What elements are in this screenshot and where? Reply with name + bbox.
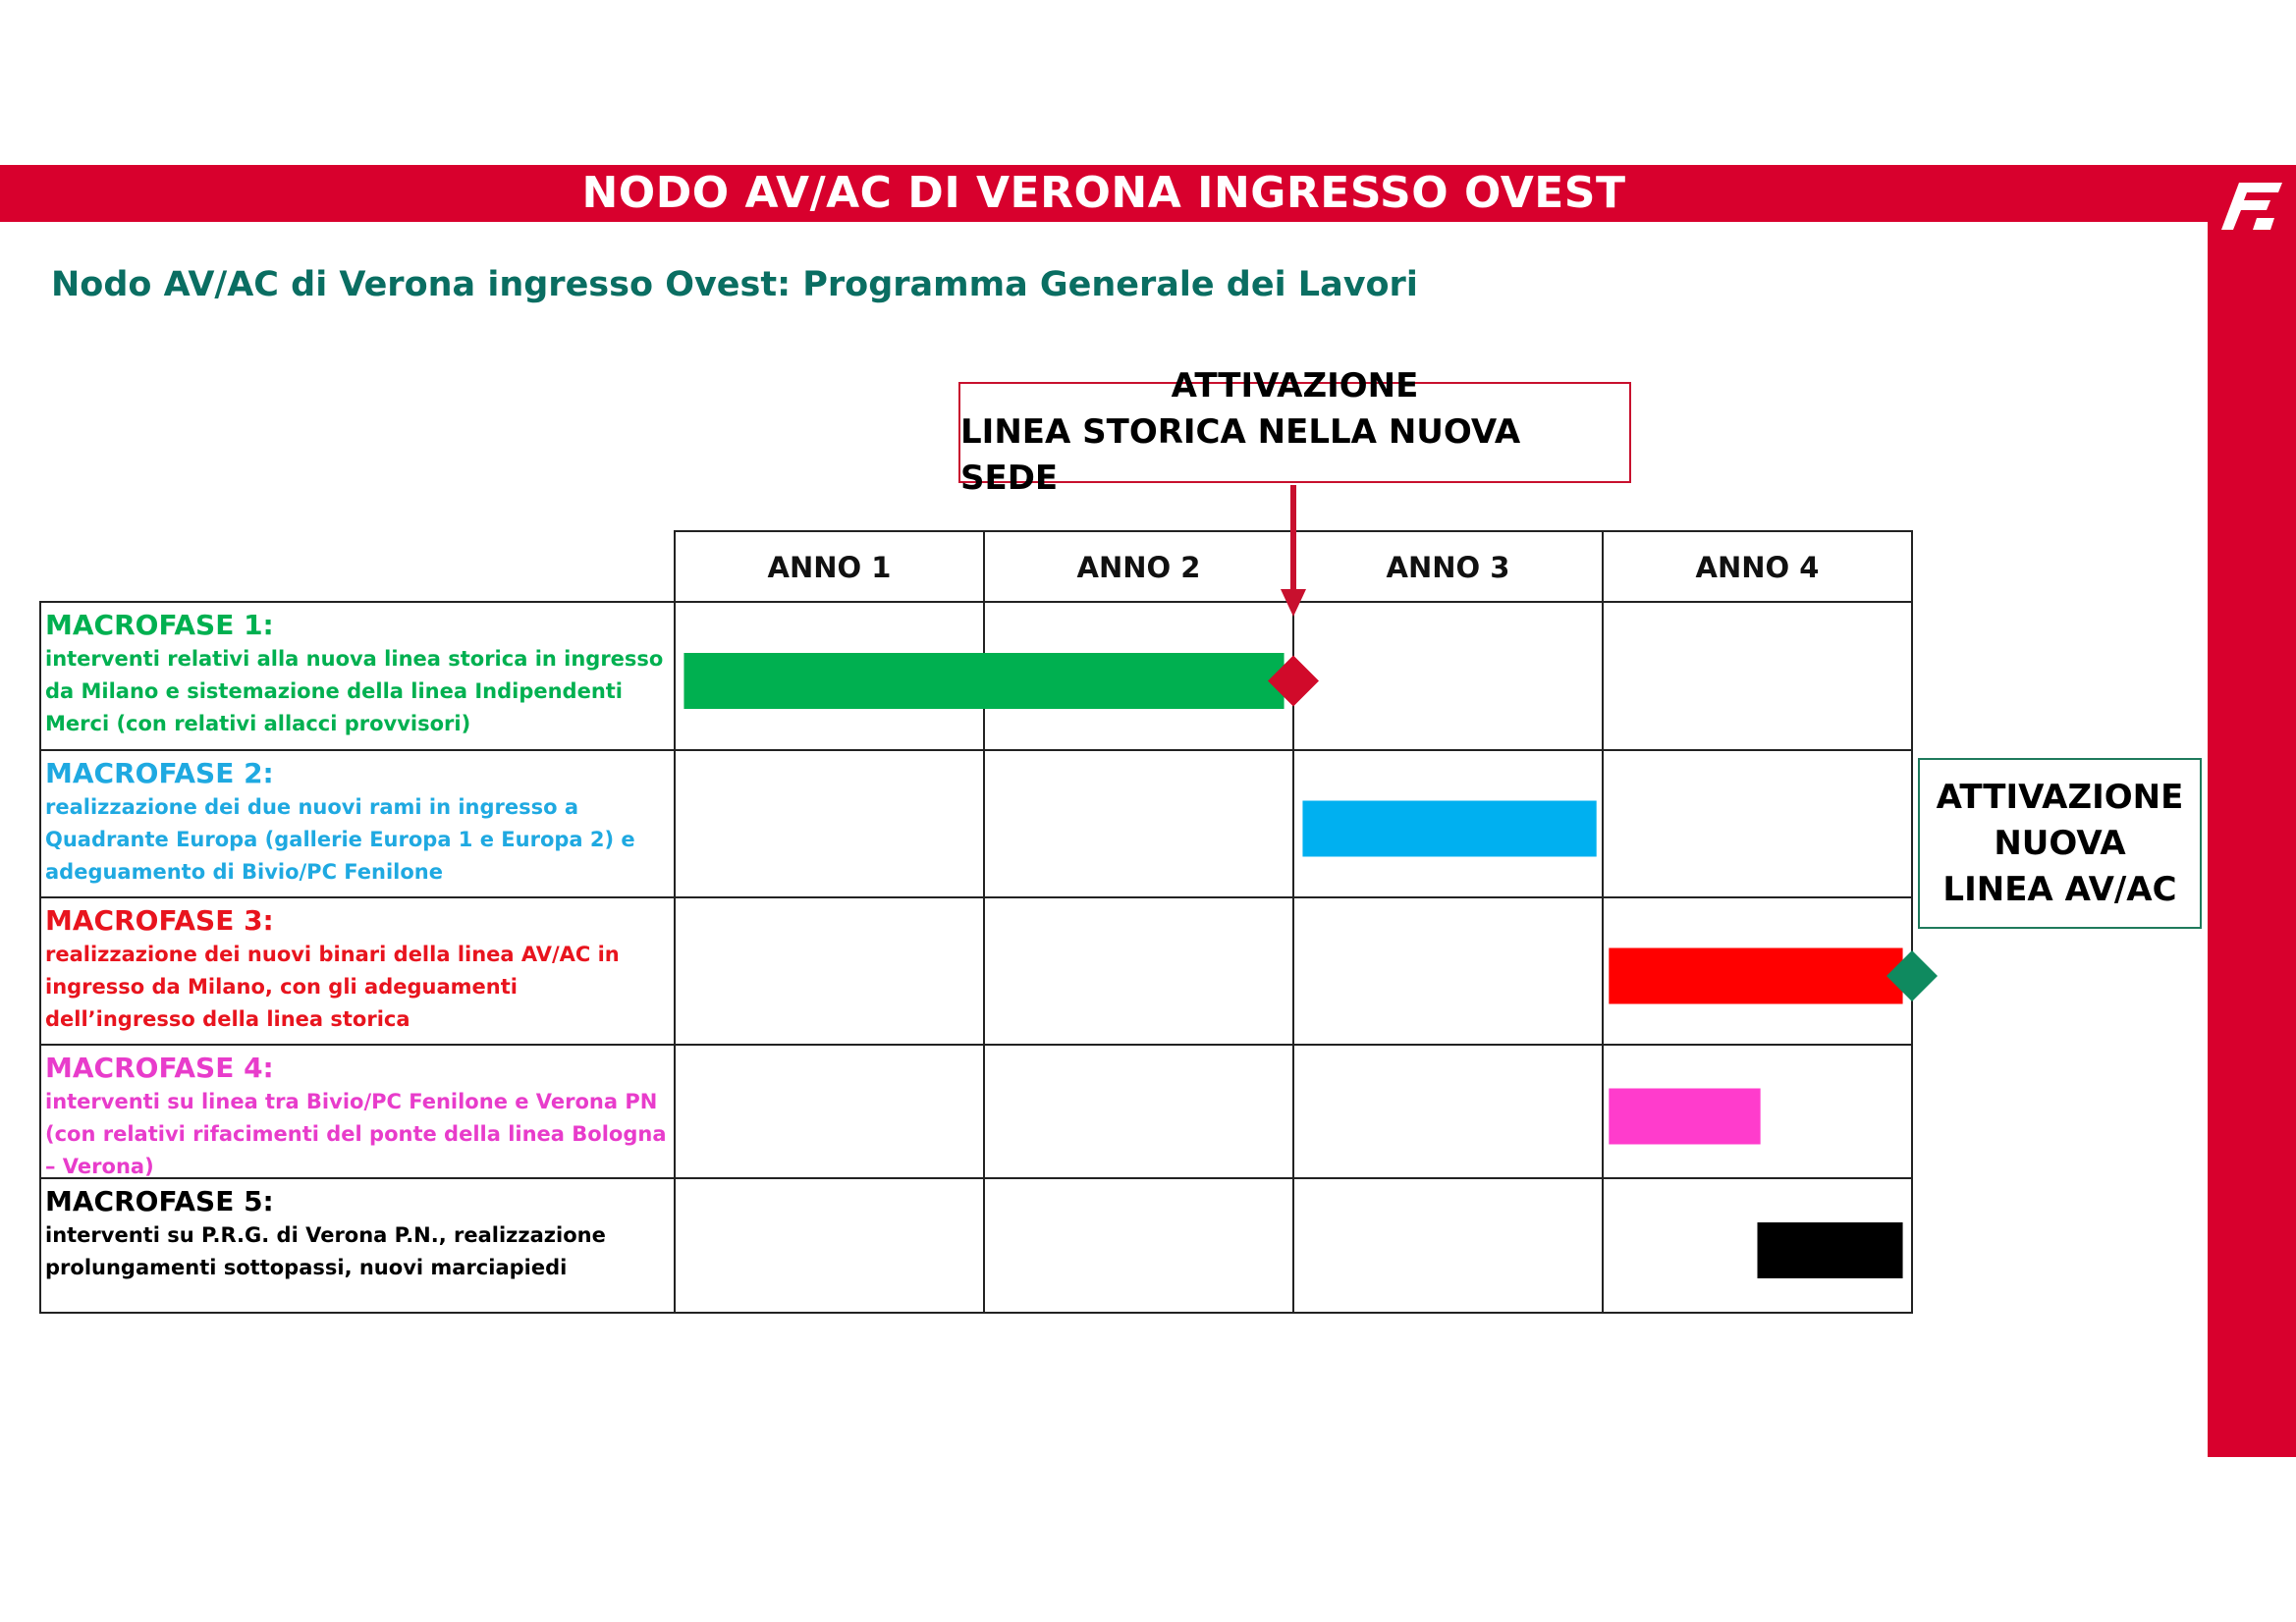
macrofase-1-label [43, 608, 672, 740]
macrofase-description: interventi su linea tra Bivio/PC Fenilone e Verona PN (con relativi rifacimenti del ponte della linea Bologna – Verona) [45, 1090, 667, 1178]
callout-line: LINEA STORICA NELLA NUOVA SEDE [960, 412, 1521, 498]
grid-cell [984, 897, 1293, 1045]
gantt-bar-macrofase-3 [1609, 948, 1902, 1004]
grid-cell [1603, 602, 1912, 750]
macrofase-title: MACROFASE 2: [45, 757, 274, 789]
column-label-anno-1: ANNO 1 [767, 551, 892, 584]
grid-cell [984, 1045, 1293, 1178]
callout-line: LINEA AV/AC [1942, 869, 2177, 909]
grid-cell [675, 750, 984, 897]
macrofase-description: realizzazione dei due nuovi rami in ingresso a Quadrante Europa (gallerie Europa 1 e Europa 2) e adeguamento di Bivio/PC Fenilone [45, 795, 635, 884]
macrofase-3-label [43, 903, 672, 1036]
macrofase-title: MACROFASE 1: [45, 609, 274, 641]
macrofase-4-label [43, 1051, 672, 1183]
macrofase-5-label [43, 1184, 672, 1284]
section-subtitle: Nodo AV/AC di Verona ingresso Ovest: Programma Generale dei Lavori [51, 265, 1418, 304]
grid-cell [1603, 750, 1912, 897]
gantt-bar-macrofase-4 [1609, 1089, 1760, 1145]
macrofase-title: MACROFASE 4: [45, 1052, 274, 1084]
gantt-bar-macrofase-1 [683, 653, 1284, 709]
grid-cell [984, 750, 1293, 897]
callout-line: ATTIVAZIONE [1936, 777, 2184, 817]
macrofase-description: interventi su P.R.G. di Verona P.N., realizzazione prolungamenti sottopassi, nuovi marciapiedi [45, 1223, 606, 1279]
grid-cell [1293, 1178, 1603, 1313]
macrofase-title: MACROFASE 5: [45, 1185, 274, 1217]
grid-cell [675, 1045, 984, 1178]
macrofase-title: MACROFASE 3: [45, 904, 274, 937]
macrofase-description: realizzazione dei nuovi binari della linea AV/AC in ingresso da Milano, con gli adeguamenti dell’ingresso della linea storica [45, 943, 620, 1031]
macrofase-2-label [43, 756, 672, 889]
grid-cell [984, 1178, 1293, 1313]
column-label-anno-2: ANNO 2 [1076, 551, 1201, 584]
gantt-bar-macrofase-5 [1758, 1222, 1903, 1278]
grid-cell [1293, 1045, 1603, 1178]
column-label-anno-3: ANNO 3 [1386, 551, 1510, 584]
grid-cell [675, 1178, 984, 1313]
macrofase-description: interventi relativi alla nuova linea storica in ingresso da Milano e sistemazione della linea Indipendenti Merci (con relativi allacci provvisori) [45, 647, 664, 735]
grid-cell [1293, 897, 1603, 1045]
grid-cell [1293, 602, 1603, 750]
callout-line: ATTIVAZIONE [1171, 366, 1419, 406]
grid-cell [675, 897, 984, 1045]
gantt-bar-macrofase-2 [1302, 801, 1596, 857]
column-label-anno-4: ANNO 4 [1695, 551, 1820, 584]
page-title: NODO AV/AC DI VERONA INGRESSO OVEST [581, 168, 1626, 218]
callout-line: NUOVA [1994, 823, 2126, 863]
